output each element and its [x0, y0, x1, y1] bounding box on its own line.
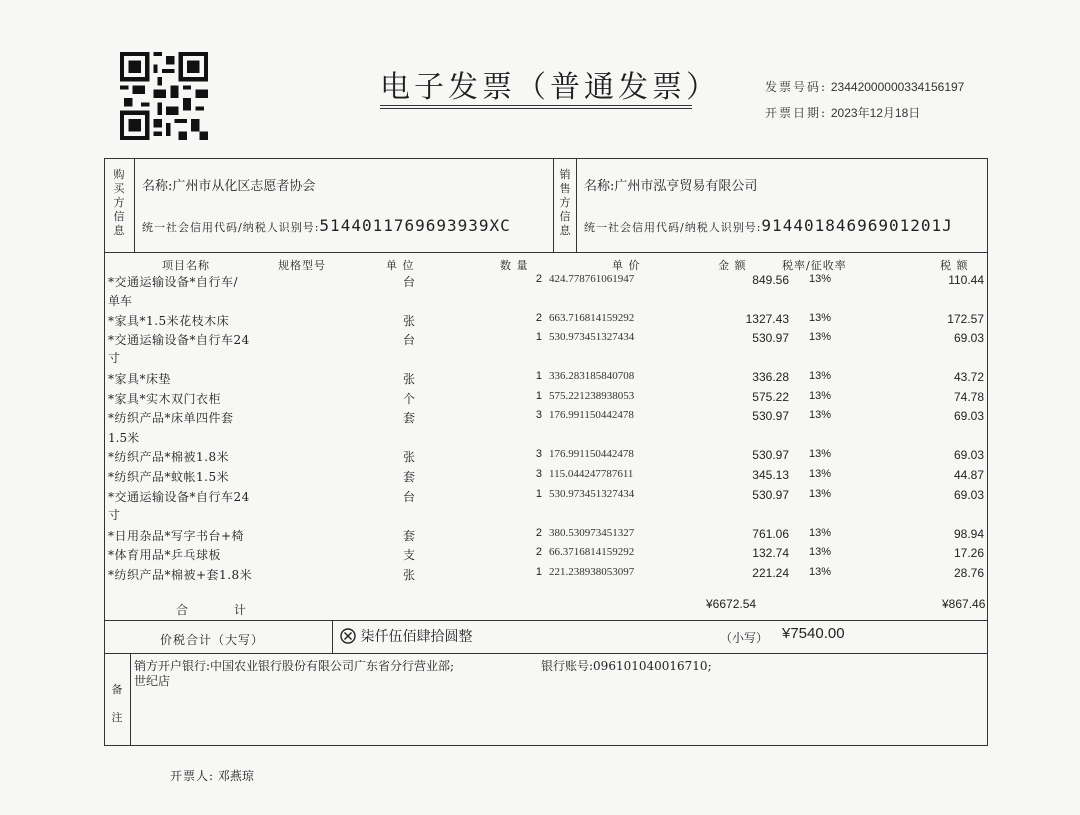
item-name: *纺织产品*棉被+套1.8米 [108, 568, 253, 582]
grid-line-grand-bottom [104, 653, 988, 654]
item-name: *交通运输设备*自行车24 [108, 490, 250, 504]
item-rate: 13% [808, 566, 832, 578]
col-header-name: 项目名称 [162, 259, 210, 272]
x-circle-icon [340, 628, 356, 644]
grand-total-small-label: （小写） [720, 631, 769, 645]
item-unit: 台 [402, 490, 415, 504]
item-unit: 支 [402, 548, 415, 562]
grid-line-seller-label [576, 158, 577, 253]
item-qty: 1 [535, 370, 542, 382]
item-rate: 13% [808, 312, 832, 324]
item-qty: 3 [535, 468, 542, 480]
col-header-spec: 规格型号 [278, 259, 326, 272]
item-unit: 张 [402, 450, 415, 464]
remark-account: 银行账号:096101040016710; [541, 659, 712, 673]
item-qty: 3 [535, 409, 542, 421]
item-qty: 1 [535, 488, 542, 500]
col-header-qty: 数 量 [500, 259, 529, 272]
item-rate: 13% [808, 527, 832, 539]
seller-side-label: 销 售 方 信 息 [559, 168, 571, 237]
item-name-cont: 寸 [108, 351, 121, 365]
item-rate: 13% [808, 273, 832, 285]
item-qty: 2 [535, 312, 542, 324]
total-tax: ¥867.46 [942, 597, 986, 611]
grid-line-seller-left [553, 158, 554, 253]
table-row [104, 546, 986, 566]
item-tax: 69.03 [953, 409, 984, 423]
total-label: 合 计 [176, 603, 247, 617]
item-amount: 530.97 [752, 448, 789, 462]
seller-tax-id: 统一社会信用代码/纳税人识别号:91440184696901201J [584, 216, 953, 235]
item-unit: 张 [402, 314, 415, 328]
qr-code [120, 52, 208, 140]
col-header-tax: 税 额 [940, 259, 969, 272]
grid-line-remark-label [130, 653, 131, 745]
title-underline-double [380, 108, 692, 109]
item-amount: 221.24 [752, 566, 789, 580]
invoice-number-value: 23442000000334156197 [830, 80, 965, 94]
item-tax: 69.03 [953, 448, 984, 462]
item-unit: 台 [402, 333, 415, 347]
item-tax: 43.72 [953, 370, 984, 384]
col-header-unit: 单 位 [386, 259, 415, 272]
item-price: 424.778761061947 [549, 273, 635, 285]
item-tax: 172.57 [947, 312, 984, 326]
col-header-rate: 税率/征收率 [782, 259, 847, 272]
item-name: *体育用品*乒乓球板 [108, 548, 222, 562]
item-qty: 3 [535, 448, 542, 460]
item-rate: 13% [808, 370, 832, 382]
item-rate: 13% [808, 468, 832, 480]
item-tax: 44.87 [953, 468, 984, 482]
item-qty: 1 [535, 331, 542, 343]
grand-total-label: 价税合计（大写） [160, 633, 265, 647]
item-name: *家具*1.5米花枝木床 [108, 314, 230, 328]
item-price: 575.221238938053 [549, 390, 635, 402]
item-amount: 336.28 [752, 370, 789, 384]
table-row [104, 312, 986, 332]
item-qty: 1 [535, 566, 542, 578]
item-amount: 1327.43 [745, 312, 789, 326]
item-name-cont: 1.5米 [108, 431, 140, 445]
drawer: 开票人: 邓燕琼 [170, 769, 254, 783]
item-qty: 2 [535, 273, 542, 285]
table-row [104, 566, 986, 586]
seller-name: 名称:广州市泓亨贸易有限公司 [584, 179, 758, 194]
item-tax: 28.76 [953, 566, 984, 580]
item-price: 221.238938053097 [549, 566, 635, 578]
table-row [104, 527, 986, 547]
item-name: *家具*床垫 [108, 372, 172, 386]
invoice-title: 电子发票（普通发票） [380, 70, 720, 105]
item-name: *交通运输设备*自行车/ [108, 275, 239, 289]
item-name: *纺织产品*蚊帐1.5米 [108, 470, 230, 484]
item-tax: 17.26 [953, 546, 984, 560]
table-row [104, 488, 986, 508]
buyer-tax-id: 统一社会信用代码/纳税人识别号:5144011769693939XC [142, 216, 511, 235]
col-header-amount: 金 额 [718, 259, 747, 272]
item-unit: 张 [402, 568, 415, 582]
table-row [104, 409, 986, 429]
item-amount: 761.06 [752, 527, 789, 541]
invoice-number: 发票号码: 23442000000334156197 [765, 80, 965, 94]
item-price: 336.283185840708 [549, 370, 635, 382]
item-name: *纺织产品*棉被1.8米 [108, 450, 230, 464]
table-row [104, 390, 986, 410]
item-amount: 530.97 [752, 488, 789, 502]
item-price: 176.991150442478 [549, 448, 634, 460]
item-price: 380.530973451327 [549, 527, 635, 539]
item-amount: 575.22 [752, 390, 789, 404]
item-tax: 69.03 [953, 331, 984, 345]
remark-bank-cont: 世纪店 [134, 674, 171, 688]
table-row [104, 273, 986, 293]
item-name: *交通运输设备*自行车24 [108, 333, 250, 347]
remark-bank: 销方开户银行:中国农业银行股份有限公司广东省分行营业部; [134, 659, 455, 673]
item-rate: 13% [808, 448, 832, 460]
item-amount: 132.74 [752, 546, 789, 560]
item-amount: 849.56 [752, 273, 789, 287]
item-rate: 13% [808, 390, 832, 402]
item-name-cont: 单车 [108, 294, 133, 308]
item-price: 663.716814159292 [549, 312, 635, 324]
buyer-side-label: 购 买 方 信 息 [113, 168, 125, 237]
buyer-name: 名称:广州市从化区志愿者协会 [142, 179, 316, 194]
item-rate: 13% [808, 546, 832, 558]
item-qty: 2 [535, 527, 542, 539]
item-amount: 345.13 [752, 468, 789, 482]
item-rate: 13% [808, 488, 832, 500]
item-unit: 套 [402, 411, 415, 425]
item-price: 530.973451327434 [549, 331, 635, 343]
item-amount: 530.97 [752, 409, 789, 423]
item-name-cont: 寸 [108, 508, 121, 522]
item-tax: 110.44 [948, 273, 984, 287]
item-price: 115.044247787611 [549, 468, 634, 480]
title-underline [380, 105, 692, 106]
item-qty: 1 [535, 390, 542, 402]
col-header-price: 单 价 [612, 259, 641, 272]
item-qty: 2 [535, 546, 542, 558]
grid-line-total-top [104, 620, 988, 621]
item-unit: 套 [402, 529, 415, 543]
grid-line-grand-split [332, 620, 333, 654]
item-price: 530.973451327434 [549, 488, 635, 500]
grid-line-party-bottom [104, 252, 988, 253]
drawer-name: 邓燕琼 [217, 769, 254, 783]
invoice-date-value: 2023年12月18日 [830, 106, 921, 120]
remarks-side-label: 备 注 [111, 683, 123, 724]
item-tax: 98.94 [953, 527, 984, 541]
item-name: *日用杂品*写字书台+椅 [108, 529, 245, 543]
item-tax: 69.03 [953, 488, 984, 502]
table-row [104, 468, 986, 488]
item-rate: 13% [808, 409, 832, 421]
item-amount: 530.97 [752, 331, 789, 345]
item-name: *纺织产品*床单四件套 [108, 411, 234, 425]
invoice-date: 开票日期: 2023年12月18日 [765, 106, 921, 120]
grand-total-number: ¥7540.00 [782, 625, 845, 642]
table-row [104, 370, 986, 390]
item-unit: 个 [402, 392, 415, 406]
item-price: 66.3716814159292 [549, 546, 635, 558]
table-row [104, 448, 986, 468]
item-unit: 台 [402, 275, 415, 289]
grand-total-words: 柒仟伍佰肆拾圆整 [340, 626, 472, 646]
item-name: *家具*实木双门衣柜 [108, 392, 222, 406]
grid-line-buyer-label [134, 158, 135, 253]
item-rate: 13% [808, 331, 832, 343]
item-price: 176.991150442478 [549, 409, 634, 421]
item-unit: 套 [402, 470, 415, 484]
total-amount: ¥6672.54 [706, 597, 757, 611]
item-unit: 张 [402, 372, 415, 386]
item-tax: 74.78 [953, 390, 984, 404]
table-row [104, 331, 986, 351]
